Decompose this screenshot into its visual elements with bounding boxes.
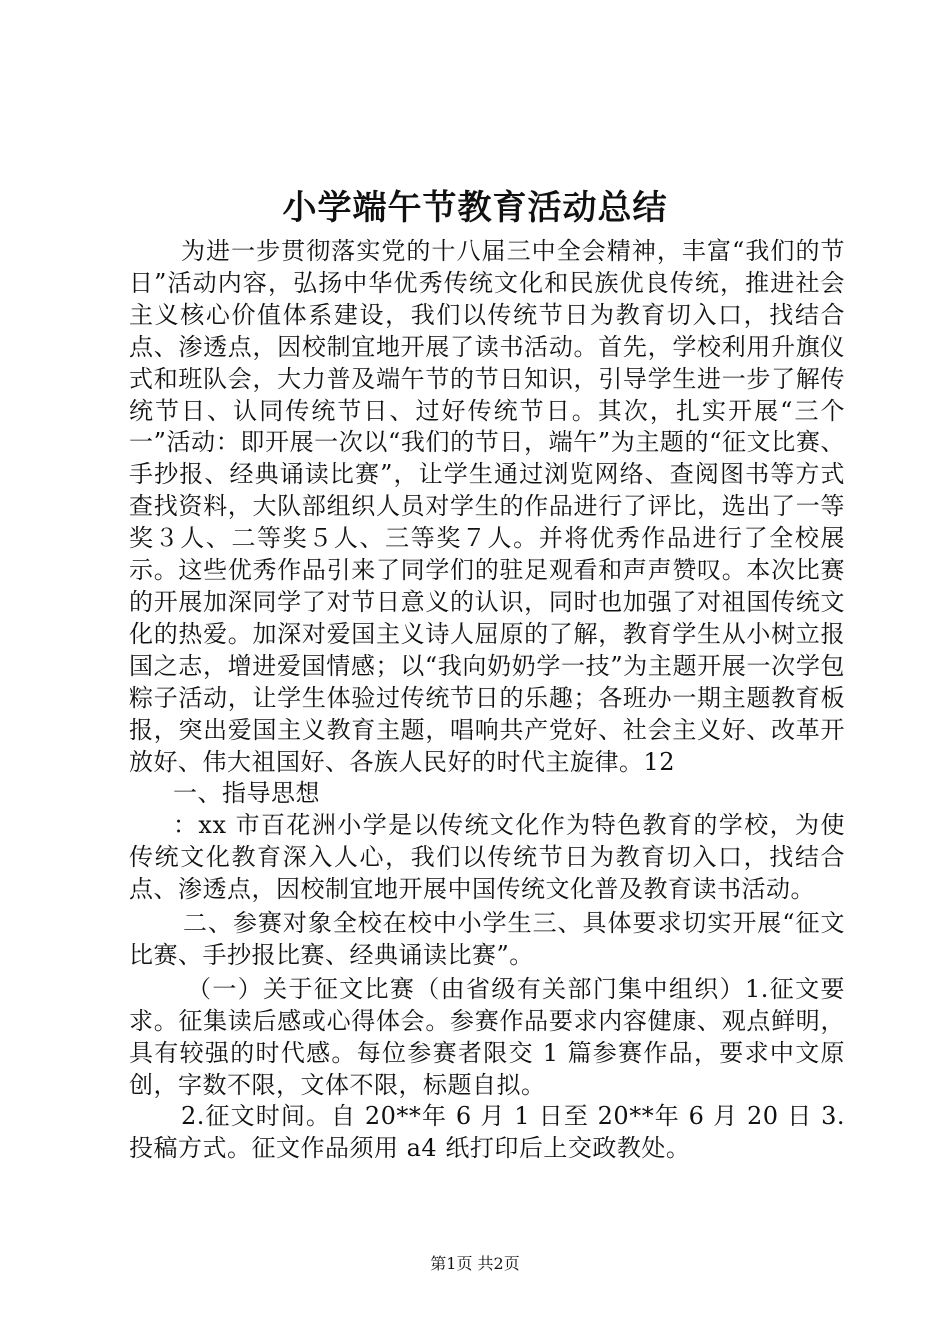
- paragraph-intro: 为进一步贯彻落实党的十八届三中全会精神，丰富“我们的节日”活动内容，弘扬中华优秀传统文化和民族优良传统，推进社会主义核心价值体系建设，我们以传统节日为教育切入口，找结合点、渗透点，因校制宜地开展了读书活动。首先，学校利用升旗仪式和班队会，大力普及端午节的节日知识，引导学生进一步了解传统节日、认同传统节日、过好传统节日。其次，扎实开展“三个一”活动：即开展一次以“我们的节日，端午”为主题的“征文比赛、手抄报、经典诵读比赛”，让学生通过浏览网络、查阅图书等方式查找资料，大队部组织人员对学生的作品进行了评比，选出了一等奖３人、二等奖５人、三等奖７人。并将优秀作品进行了全校展示。这些优秀作品引来了同学们的驻足观看和声声赞叹。本次比赛的开展加深同学了对节日意义的认识，同时也加强了对祖国传统文化的热爱。加深对爱国主义诗人屈原的了解，教育学生从小树立报国之志，增进爱国情感；以“我向奶奶学一技”为主题开展一次学包粽子活动，让学生体验过传统节日的乐趣；各班办一期主题教育板报，突出爱国主义教育主题，唱响共产党好、社会主义好、改革开放好、伟大祖国好、各族人民好的时代主旋律。12: [129, 237, 845, 776]
- paragraph-essay-time: 2.征文时间。自 20**年 6 月 1 日至 20**年 6 月 20 日 3.投稿方式。征文作品须用 a4 纸打印后上交政教处。: [129, 1102, 845, 1163]
- paragraph-participants-requirements: 二、参赛对象全校在校中小学生三、具体要求切实开展“征文比赛、手抄报比赛、经典诵读比赛”。: [129, 909, 845, 969]
- page-number-footer: 第1页 共2页: [430, 1254, 520, 1273]
- paragraph-guiding-thought: ：xx 市百花洲小学是以传统文化作为特色教育的学校，为使传统文化教育深入人心，我们以传统节日为教育切入口，找结合点、渗透点，因校制宜地开展中国传统文化普及教育读书活动。: [129, 811, 845, 904]
- section-heading-guiding-thought: 一、指导思想: [173, 779, 320, 808]
- document-body: [129, 236, 845, 1165]
- paragraph-essay-contest: （一）关于征文比赛（由省级有关部门集中组织）1.征文要求。征集读后感或心得体会。参赛作品要求内容健康、观点鲜明，具有较强的时代感。每位参赛者限交 1 篇参赛作品，要求中文原创，字数不限，文体不限，标题自拟。: [129, 974, 845, 1099]
- document-title: 小学端午节教育活动总结: [282, 188, 668, 228]
